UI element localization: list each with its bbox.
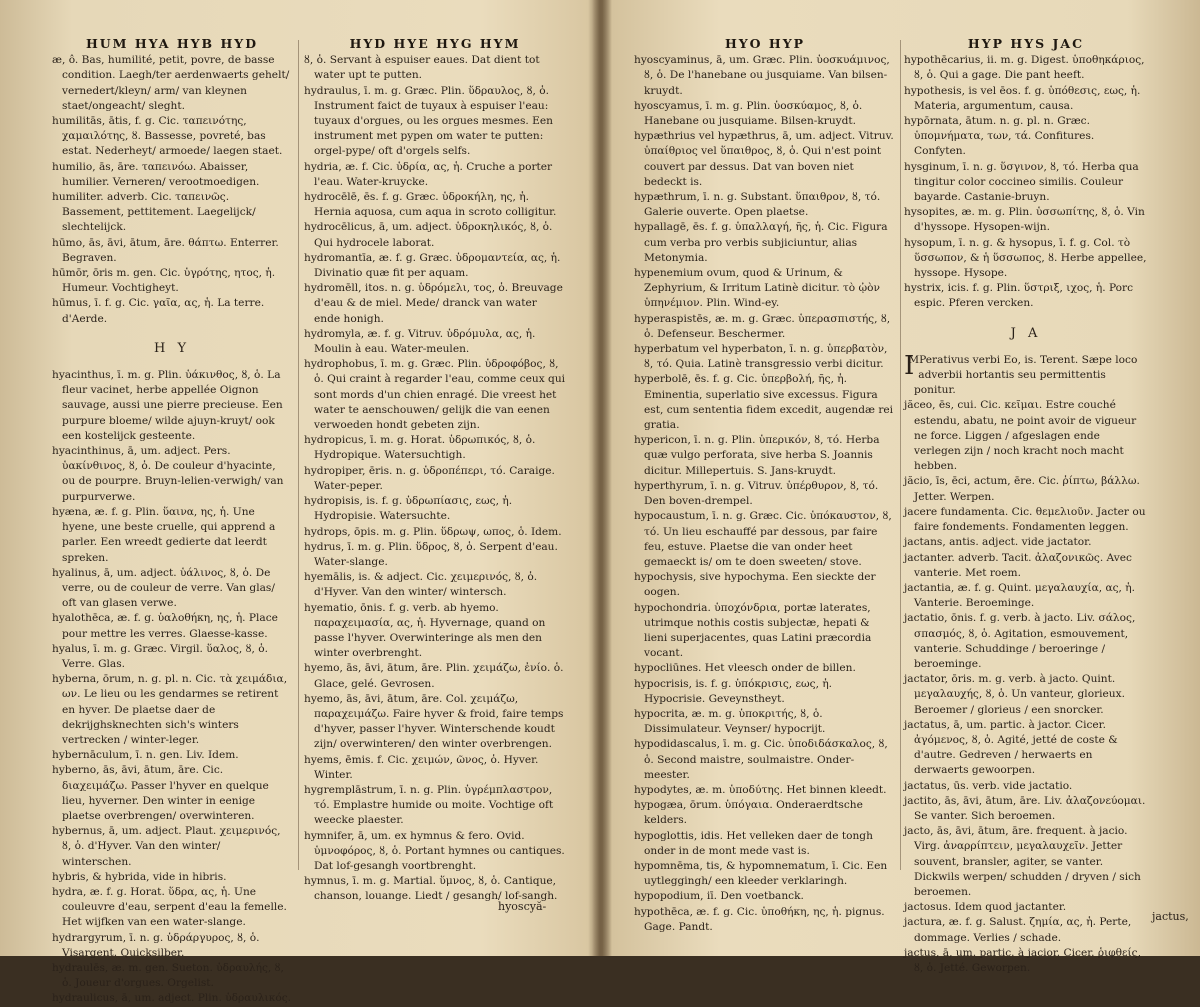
dictionary-entry: jacto, ās, āvi, ātum, āre. frequent. à jacio. Virg. ἀναρρίπτειν, μεγαλαυχεῖν. Jetter souvent, bransler, agiter, se vanter. Dickwils werpen/ schudden / dryven / sich beroemen. — [904, 824, 1148, 900]
section-heading: J A — [904, 326, 1148, 341]
dictionary-entry: hypocaustum, ī. n. g. Græc. Cic. ὑπόκαυστον, ȣ, τό. Un lieu eschauffé par dessous, par faire feu, estuve. Plaetse die van onder heet gemaeckt is/ om te doen sweeten/ stove. — [634, 509, 896, 570]
dictionary-entry: hypocrita, æ. m. g. ὑποκριτής, ȣ, ὁ. Dissimulateur. Veynser/ hypocrijt. — [634, 707, 896, 737]
dictionary-entry: hypōrnata, ātum. n. g. pl. n. Græc. ὑπομνήματα, των, τά. Confitures. Confyten. — [904, 114, 1148, 160]
column-rule — [900, 40, 901, 870]
dictionary-entry: hyalus, ī. m. g. Græc. Virgil. ὕαλος, ȣ, ὁ. Verre. Glas. — [52, 642, 292, 672]
dictionary-entry: hyemo, ās, āvi, ātum, āre. Plin. χειμάζω, ἐνίο. ὁ. Glace, gelé. Gevrosen. — [304, 661, 566, 691]
dictionary-entry: hypericon, ī. n. g. Plin. ὑπερικόν, ȣ, τό. Herba quæ vulgo perforata, sive herba S. Joannis dicitur. Millepertuis. S. Jans-kruydt. — [634, 433, 896, 479]
dictionary-entry: hygremplāstrum, ī. n. g. Plin. ὑγρέμπλαστρον, τό. Emplastre humide ou moite. Vochtige oft weecke plaester. — [304, 783, 566, 829]
dictionary-entry: hydropicus, ī. m. g. Horat. ὑδρωπικός, ȣ, ὁ. Hydropique. Watersuchtigh. — [304, 433, 566, 463]
dictionary-entry: hyoscyamus, ī. m. g. Plin. ὑοσκύαμος, ȣ, ὁ. Hanebane ou jusquiame. Bilsen-kruydt. — [634, 99, 896, 129]
dictionary-entry: hybernāculum, ī. n. gen. Liv. Idem. — [52, 748, 292, 763]
dictionary-entry: hypocliūnes. Het vleesch onder de billen. — [634, 661, 896, 676]
dictionary-entry: hyemo, ās, āvi, ātum, āre. Col. χειμάζω, παραχειμάζω. Faire hyver & froid, faire temps d'hyver, passer l'hyver. Winterschende koudt zijn/ overwinteren/ den winter overbrengen. — [304, 692, 566, 753]
dictionary-entry: hypæthrum, ī. n. g. Substant. ὕπαιθρον, ȣ, τό. Galerie ouverte. Open plaetse. — [634, 190, 896, 220]
dictionary-entry: hūmōr, ōris m. gen. Cic. ὑγρότης, ητος, ἡ. Humeur. Vochtigheyt. — [52, 266, 292, 296]
entries-block — [304, 53, 566, 904]
dictionary-entry: hypopodium, iī. Den voetbanck. — [634, 889, 896, 904]
dictionary-entry: hysopites, æ. m. g. Plin. ὑσσωπίτης, ȣ, ὁ. Vin d'hyssope. Hysopen-wijn. — [904, 205, 1148, 235]
dictionary-entry: jactatus, ā, um. partic. à jactor. Cicer. ἀγόμενος, ȣ, ὁ. Agité, jetté de coste & d'autre. Gedreven / herwaerts en derwaerts gewoorpen. — [904, 718, 1148, 779]
dictionary-entry: hydraulēs, æ. m. gen. Sueton. ὑδραυλής, ȣ, ὁ. Joueur d'orgues. Orgelist. — [52, 961, 292, 991]
dictionary-entry: hyemālis, is. & adject. Cic. χειμερινός, ȣ, ὁ. d'Hyver. Van den winter/ wintersch. — [304, 570, 566, 600]
entries-block — [904, 53, 1148, 311]
column-1 — [52, 36, 292, 936]
dictionary-entry: hypomnēma, tis, & hypomnematum, ī. Cic. Een uytleggingh/ een kleeder verklaringh. — [634, 859, 896, 889]
dictionary-entry: hystrix, icis. f. g. Plin. ὕστριξ, ιχος, ἡ. Porc espic. Pferen vercken. — [904, 281, 1148, 311]
dictionary-entry: jăcio, īs, ēci, actum, ēre. Cic. ῥίπτω, βάλλω. Jetter. Werpen. — [904, 474, 1148, 504]
dictionary-entry: hypothēcarius, ii. m. g. Digest. ὑποθηκάριος, ȣ, ὁ. Qui a gage. Die pant heeft. — [904, 53, 1148, 83]
column-2 — [304, 36, 566, 936]
dictionary-entry: hypochondria. ὑποχόνδρια, portæ laterates, utrimque nothis costis subjectæ, hepati & lieni superjacentes, quas Latini præcordia vocant. — [634, 601, 896, 662]
dictionary-entry: jactator, ōris. m. g. verb. à jacto. Quint. μεγαλαυχής, ȣ, ὁ. Un vanteur, glorieux. Beroemer / glorieus / een snorcker. — [904, 672, 1148, 718]
dictionary-entry: hūmus, ī. f. g. Cic. γαῖα, ας, ἡ. La terre. d'Aerde. — [52, 296, 292, 326]
dictionary-entry: hyperbatum vel hyperbaton, ī. n. g. ὑπερβατὸν, ȣ, τό. Quia. Latinè transgressio verbi dicitur. — [634, 342, 896, 372]
dictionary-entry: hyacinthus, ī. m. g. Plin. ὑάκινθος, ȣ, ὁ. La fleur vacinet, herbe appellée Oignon sauvage, aussi une pierre precieuse. Een purpure bloeme/ wilde ajuyn-kruyt/ ook een kostelijck gesteente. — [52, 368, 292, 444]
dictionary-entry: æ, ô. Bas, humilité, petit, povre, de basse condition. Laegh/ter aerdenwaerts gehelt/ vernedert/kleyn/ arm/ van kleynen staet/ongeacht/ sleght. — [52, 53, 292, 114]
catchword: hyoscyă- — [498, 900, 546, 913]
dictionary-entry: hyalinus, ā, um. adject. ὑάλινος, ȣ, ὁ. De verre, ou de couleur de verre. Van glas/ oft van glasen verwe. — [52, 566, 292, 612]
dictionary-entry: hypochysis, sive hypochyma. Een sieckte der oogen. — [634, 570, 896, 600]
dictionary-entry: hypodidascalus, ī. m. g. Cic. ὑποδιδάσκαλος, ȣ, ὁ. Second maistre, soulmaistre. Onder-meester. — [634, 737, 896, 783]
dictionary-entry: hypenemium ovum, quod & Urinum, & Zephyrium, & Irritum Latinè dicitur. τὸ ᾠὸν ὑπηνέμιον. Plin. Wind-ey. — [634, 266, 896, 312]
dictionary-entry: hydromēll, itos. n. g. ὑδρόμελι, τος, ὁ. Breuvage d'eau & de miel. Mede/ dranck van water ende honigh. — [304, 281, 566, 327]
dictionary-entry: hyperaspistēs, æ. m. g. Græc. ὑπερασπιστής, ȣ, ὁ. Defenseur. Beschermer. — [634, 312, 896, 342]
dictionary-entry: hypothēca, æ. f. g. Cic. ὑποθήκη, ης, ἡ. pignus. Gage. Pandt. — [634, 905, 896, 935]
dictionary-entry: hymnifer, ā, um. ex hymnus & fero. Ovid. ὑμνοφόρος, ȣ, ὁ. Portant hymnes ou cantiques. Dat lof-gesangh voortbrenght. — [304, 829, 566, 875]
dictionary-entry: hysginum, ī. n. g. ὕσγινον, ȣ, τό. Herba qua tingitur color coccineo similis. Couleur bayarde. Castanie-bruyn. — [904, 160, 1148, 206]
dictionary-entry: hyoscyaminus, ā, um. Græc. Plin. ὑοσκυάμινος, ȣ, ὁ. De l'hanebane ou jusquiame. Van bilsen-kruydt. — [634, 53, 896, 99]
dictionary-entry: hyematio, ōnis. f. g. verb. ab hyemo. παραχειμασία, ας, ἡ. Hyvernage, quand on passe l'hyver. Overwinteringe als men den winter overbrenght. — [304, 601, 566, 662]
dictionary-entry: hydria, æ. f. Cic. ὑδρία, ας, ἡ. Cruche a porter l'eau. Water-kruycke. — [304, 160, 566, 190]
section-heading: H Y — [52, 341, 292, 356]
dictionary-entry: hybris, & hybrida, vide in hibris. — [52, 870, 292, 885]
running-head: HYO HYP — [634, 36, 896, 51]
dictionary-entry: hyæna, æ. f. g. Plin. ὕαινα, ης, ἡ. Une hyene, une beste cruelle, qui apprend a parler. Een wreedt gedierte dat leerdt spreken. — [52, 505, 292, 566]
dictionary-entry: hybernus, ā, um. adject. Plaut. χειμερινός, ȣ, ὁ. d'Hyver. Van den winter/ winterschen. — [52, 824, 292, 870]
dictionary-entry: hydraulicus, ā, um. adject. Plin. ὑδραυλικός. — [52, 991, 292, 1006]
dictionary-entry: hydra, æ. f. g. Horat. ὕδρα, ας, ἡ. Une couleuvre d'eau, serpent d'eau la femelle. Het wijfken van een water-slange. — [52, 885, 292, 931]
dictionary-entry: hypogæa, ōrum. ὑπόγαια. Onderaerdtsche kelders. — [634, 798, 896, 828]
entries-block — [52, 53, 292, 327]
dictionary-entry: hyalothēca, æ. f. g. ὑαλοθήκη, ης, ἡ. Place pour mettre les verres. Glaesse-kasse. — [52, 611, 292, 641]
dictionary-entry: humilitās, ātis, f. g. Cic. ταπεινότης, χαμαιλότης, ȣ. Bassesse, povreté, bas estat. Nederheyt/ armoede/ laegen staet. — [52, 114, 292, 160]
dictionary-entry: hymnus, ī. m. g. Martial. ὕμνος, ȣ, ὁ. Cantique, chanson, louange. Liedt / gesangh/ lof-sangh. — [304, 874, 566, 904]
dictionary-entry: jactatio, ōnis. f. g. verb. à jacto. Liv. σάλος, σπασμός, ȣ, ὁ. Agitation, esmouvement, vanterie. Schuddinge / beroeringe / beroeminge. — [904, 611, 1148, 672]
dictionary-entry: hypoglottis, idis. Het velleken daer de tongh onder in de mont mede vast is. — [634, 829, 896, 859]
dictionary-entry: hyberna, ōrum, n. g. pl. n. Cic. τὰ χειμάδια, ων. Le lieu ou les gendarmes se retirent en hyver. De plaetse daer de dekrijghsknechten sich's winters vertrecken / winter-leger. — [52, 672, 292, 748]
dictionary-entry: hyacinthinus, ā, um. adject. Pers. ὑακίνθινος, ȣ, ὁ. De couleur d'hyacinte, ou de pourpre. Bruyn-lelien-verwigh/ van purpurverwe. — [52, 444, 292, 505]
dictionary-entry: hypæthrius vel hypæthrus, ā, um. adject. Vitruv. ὑπαίθριος vel ὕπαιθρος, ȣ, ὁ. Qui n'est point couvert par dessus. Dat van boven niet bedeckt is. — [634, 129, 896, 190]
entries-block — [904, 398, 1148, 976]
dictionary-entry: hypocrisis, is. f. g. ὑπόκρισις, εως, ἡ. Hypocrisie. Geveynstheyt. — [634, 677, 896, 707]
column-rule — [298, 40, 299, 870]
dictionary-entry: hydrargyrum, ī. n. g. ὑδράργυρος, ȣ, ὁ. Visargent. Quicksilber. — [52, 931, 292, 961]
dictionary-entry: hyperbolē, ēs. f. g. Cic. ὑπερβολή, ῆς, ἡ. Eminentia, superlatio sive excessus. Figura est, cum sententia fidem excedit, augendæ rei gratia. — [634, 372, 896, 433]
dictionary-entry: hypodytes, æ. m. ὑποδύτης. Het binnen kleedt. — [634, 783, 896, 798]
dictionary-entry: hydrus, ī. m. g. Plin. ὕδρος, ȣ, ὁ. Serpent d'eau. Water-slange. — [304, 540, 566, 570]
dictionary-entry: ȣ, ὁ. Servant à espuiser eaues. Dat dient tot water upt te putten. — [304, 53, 566, 83]
dictionary-entry: hydrops, ōpis. m. g. Plin. ὕδρωψ, ωπος, ὁ. Idem. — [304, 525, 566, 540]
right-page — [604, 0, 1200, 956]
dictionary-entry: jăceo, ēs, cui. Cic. κεῖμαι. Estre couché estendu, abatu, ne point avoir de vigueur ne force. Liggen / afgeslagen ende verlegen zijn / noch kracht noch macht hebben. — [904, 398, 1148, 474]
dictionary-entry: jactus, ā, um. partic. à jacior. Cicer. ῥιφθείς, ȣ, ὁ. Jetté. Geworpen. — [904, 946, 1148, 976]
dictionary-entry: hydrocēlē, ēs. f. g. Græc. ὑδροκήλη, ης, ἡ. Hernia aquosa, cum aqua in scroto colligitur. — [304, 190, 566, 220]
dictionary-entry: hydrocēlicus, ā, um. adject. ὑδροκηλικός, ȣ, ὁ. Qui hydrocele laborat. — [304, 220, 566, 250]
column-4 — [904, 36, 1148, 936]
dictionary-entry: hyperthyrum, ī. n. g. Vitruv. ὑπέρθυρον, ȣ, τό. Den boven-drempel. — [634, 479, 896, 509]
running-head: HYD HYE HYG HYM — [304, 36, 566, 51]
dictionary-entry: jactatus, ūs. verb. vide jactatio. — [904, 779, 1148, 794]
dictionary-entry: hydropisis, is. f. g. ὑδρωπίασις, εως, ἡ. Hydropisie. Watersuchte. — [304, 494, 566, 524]
dictionary-entry: hydrophobus, ī. m. g. Græc. Plin. ὑδροφόβος, ȣ, ὁ. Qui craint à regarder l'eau, comme ceux qui sont mords d'un chien enragé. Die vreest het water te aenschouwen/ gelijk die van eenen verwoeden hondt gebeten zijn. — [304, 357, 566, 433]
dictionary-entry: hydromantīa, æ. f. g. Græc. ὑδρομαντεία, ας, ἡ. Divinatio quæ fit per aquam. — [304, 251, 566, 281]
dictionary-entry: hydraulus, ī. m. g. Græc. Plin. ὕδραυλος, ȣ, ὁ. Instrument faict de tuyaux à espuiser l'eau: tuyaux d'orgues, ou les orgues mesmes. Een instrument met pypen om water te putten: orgel-pype/ oft d'orgels selfs. — [304, 84, 566, 160]
dictionary-entry: hūmo, ās, āvi, ātum, āre. θάπτω. Enterrer. Begraven. — [52, 236, 292, 266]
running-head: HUM HYA HYB HYD — [52, 36, 292, 51]
left-page — [0, 0, 600, 956]
dictionary-entry: hydromyla, æ. f. g. Vitruv. ὑδρόμυλα, ας, ἡ. Moulin à eau. Water-meulen. — [304, 327, 566, 357]
entries-block — [634, 53, 896, 935]
running-head: HYP HYS JAC — [904, 36, 1148, 51]
column-3 — [634, 36, 896, 936]
dictionary-entry: jactito, ās, āvi, ātum, āre. Liv. ἀλαζονεύομαι. Se vanter. Sich beroemen. — [904, 794, 1148, 824]
dictionary-entry: hypallagē, ēs. f. g. ὑπαλλαγή, ῆς, ἡ. Cic. Figura cum verba pro verbis subjiciuntur, alias Metonymia. — [634, 220, 896, 266]
dictionary-entry: humilio, ās, āre. ταπεινόω. Abaisser, humilier. Verneren/ verootmoedigen. — [52, 160, 292, 190]
dictionary-entry: humiliter. adverb. Cic. ταπεινῶς. Bassement, pettitement. Laegelijck/ slechtelijck. — [52, 190, 292, 236]
dictionary-entry: hyberno, ās, āvi, ātum, āre. Cic. διαχειμάζω. Passer l'hyver en quelque lieu, hyverner. Den winter in eenige plaetse overbrengen/ overwinteren. — [52, 763, 292, 824]
dictionary-entry: hypothesis, is vel ēos. f. g. ὑπόθεσις, εως, ἡ. Materia, argumentum, causa. — [904, 84, 1148, 114]
dictionary-entry: hyems, ēmis. f. Cic. χειμών, ῶνος, ὁ. Hyver. Winter. — [304, 753, 566, 783]
dictionary-entry: jacere fundamenta. Cic. θεμελιοῦν. Jacter ou faire fondements. Fondamenten leggen. — [904, 505, 1148, 535]
dictionary-entry: hydropiper, ēris. n. g. ὑδροπέπερι, τό. Caraige. Water-peper. — [304, 464, 566, 494]
dictionary-entry: I MPerativus verbi Eo, is. Terent. Sæpe loco adverbii hortantis seu permittentis ponitur. — [904, 353, 1148, 399]
dictionary-entry: jactura, æ. f. g. Salust. ζημία, ας, ἡ. Perte, dommage. Verlies / schade. — [904, 915, 1148, 945]
dictionary-entry: jactanter. adverb. Tacit. ἀλαζονικῶς. Avec vanterie. Met roem. — [904, 551, 1148, 581]
dictionary-entry: jactantia, æ. f. g. Quint. μεγαλαυχία, ας, ἡ. Vanterie. Beroeminge. — [904, 581, 1148, 611]
entries-block — [52, 368, 292, 1007]
dictionary-entry: jactosus. Idem quod jactanter. — [904, 900, 1148, 915]
catchword: jactus, — [1152, 910, 1189, 923]
dictionary-entry: hysopum, ī. n. g. & hysopus, ī. f. g. Col. τὸ ὕσσωπον, & ἡ ὕσσωπος, ȣ. Herbe appellee, hyssope. Hysope. — [904, 236, 1148, 282]
dictionary-entry: jactans, antis. adject. vide jactator. — [904, 535, 1148, 550]
